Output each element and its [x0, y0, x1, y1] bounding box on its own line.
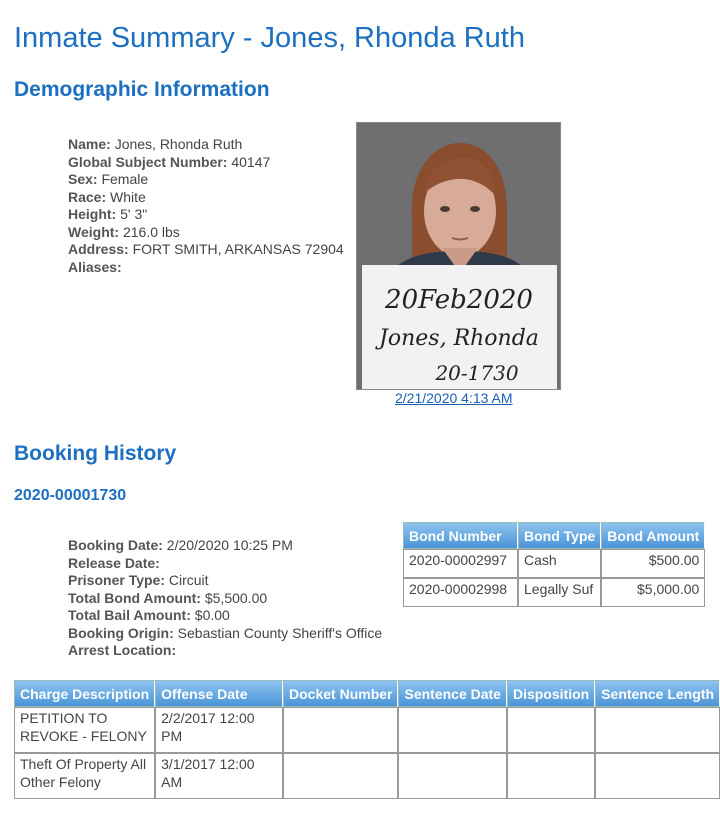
booking-number: 2020-00001730 [14, 487, 127, 504]
bond-row [403, 578, 705, 607]
bond-amount-cell: $5,000.00 [601, 578, 705, 607]
race-row [68, 189, 344, 207]
booking-photo-image [357, 123, 561, 390]
total-bail-row [68, 607, 382, 625]
offense-date-cell: 3/1/2017 12:00 AM [155, 753, 283, 799]
field-label: Arrest Location: [68, 642, 177, 658]
charge-row [14, 753, 720, 799]
offense-date-cell: 2/2/2017 12:00 PM [155, 707, 283, 753]
column-header-bond-number[interactable]: Bond Number [403, 522, 518, 549]
prisoner-type-row [68, 572, 382, 590]
field-value: $5,500.00 [204, 589, 268, 606]
bond-table-header [403, 522, 705, 549]
docket-number-cell [283, 753, 398, 799]
release-date-row [68, 555, 382, 573]
board-name-text: Jones, Rhonda [379, 326, 539, 351]
demographic-heading: Demographic Information [14, 78, 270, 101]
field-label: Aliases: [68, 258, 122, 275]
photo-date-link[interactable]: 2/21/2020 4:13 AM [395, 390, 513, 406]
charge-description-cell: PETITION TO REVOKE - FELONY [14, 707, 155, 753]
weight-row [68, 224, 344, 242]
total-bond-row [68, 590, 382, 608]
board-date-text: 20Feb2020 [385, 285, 533, 315]
field-label: Total Bond Amount: [68, 589, 201, 606]
field-value: White [110, 188, 146, 205]
booking-date-row [68, 537, 382, 555]
aliases-row [68, 259, 344, 277]
bond-amount-cell: $500.00 [601, 549, 705, 578]
docket-number-cell [283, 707, 398, 753]
field-value: FORT SMITH, ARKANSAS 72904 [132, 241, 344, 257]
field-label: Booking Origin: [68, 624, 174, 641]
charges-table [14, 680, 720, 799]
field-value: $0.00 [194, 607, 230, 623]
field-label: Name: [68, 136, 111, 152]
sentence-length-cell [595, 707, 720, 753]
arrest-location-row [68, 642, 382, 660]
field-value: 5' 3" [120, 206, 148, 222]
booking-history-heading: Booking History [14, 442, 177, 465]
booking-info [68, 537, 382, 660]
field-label: Prisoner Type: [68, 572, 165, 588]
subject-number-row [68, 154, 344, 172]
field-label: Sex: [68, 171, 98, 187]
page-title: Inmate Summary - Jones, Rhonda Ruth [14, 22, 525, 54]
disposition-cell [507, 753, 595, 799]
field-value: 216.0 lbs [122, 223, 180, 240]
height-row [68, 206, 344, 224]
column-header-sentence-length[interactable]: Sentence Length [595, 680, 720, 707]
disposition-cell [507, 707, 595, 753]
field-label: Total Bail Amount: [68, 607, 191, 623]
address-row [68, 241, 344, 259]
column-header-disposition[interactable]: Disposition [507, 680, 595, 707]
sex-row [68, 171, 344, 189]
demographic-info [68, 136, 344, 276]
field-label: Height: [68, 206, 117, 222]
column-header-sentence-date[interactable]: Sentence Date [398, 680, 506, 707]
bond-type-cell: Legally Suf [518, 578, 601, 607]
column-header-bond-type[interactable]: Bond Type [518, 522, 601, 549]
bond-number-cell: 2020-00002997 [403, 549, 518, 578]
bond-table [403, 522, 705, 607]
column-header-offense-date[interactable]: Offense Date [155, 680, 283, 707]
field-value: Jones, Rhonda Ruth [114, 136, 243, 152]
field-label: Release Date: [68, 554, 160, 571]
field-value: Sebastian County Sheriff's Office [177, 624, 383, 641]
field-value: 40147 [231, 153, 271, 170]
column-header-charge-description[interactable]: Charge Description [14, 680, 155, 707]
field-value: Female [101, 171, 149, 187]
field-value: Circuit [168, 572, 209, 588]
field-label: Race: [68, 188, 107, 205]
field-label: Booking Date: [68, 537, 163, 553]
column-header-bond-amount[interactable]: Bond Amount [601, 522, 705, 549]
sentence-length-cell [595, 753, 720, 799]
bond-number-cell: 2020-00002998 [403, 578, 518, 607]
charge-row [14, 707, 720, 753]
field-label: Weight: [68, 223, 120, 240]
booking-origin-row [68, 625, 382, 643]
charges-table-header [14, 680, 720, 707]
field-label: Address: [68, 241, 129, 257]
charge-description-cell: Theft Of Property All Other Felony [14, 753, 155, 799]
board-number-text: 20-1730 [435, 361, 519, 385]
sentence-date-cell [398, 753, 506, 799]
bond-row [403, 549, 705, 578]
name-row [68, 136, 344, 154]
column-header-docket-number[interactable]: Docket Number [283, 680, 398, 707]
sentence-date-cell [398, 707, 506, 753]
booking-photo[interactable] [356, 122, 561, 390]
field-label: Global Subject Number: [68, 153, 228, 170]
field-value: 2/20/2020 10:25 PM [166, 537, 293, 553]
bond-type-cell: Cash [518, 549, 601, 578]
